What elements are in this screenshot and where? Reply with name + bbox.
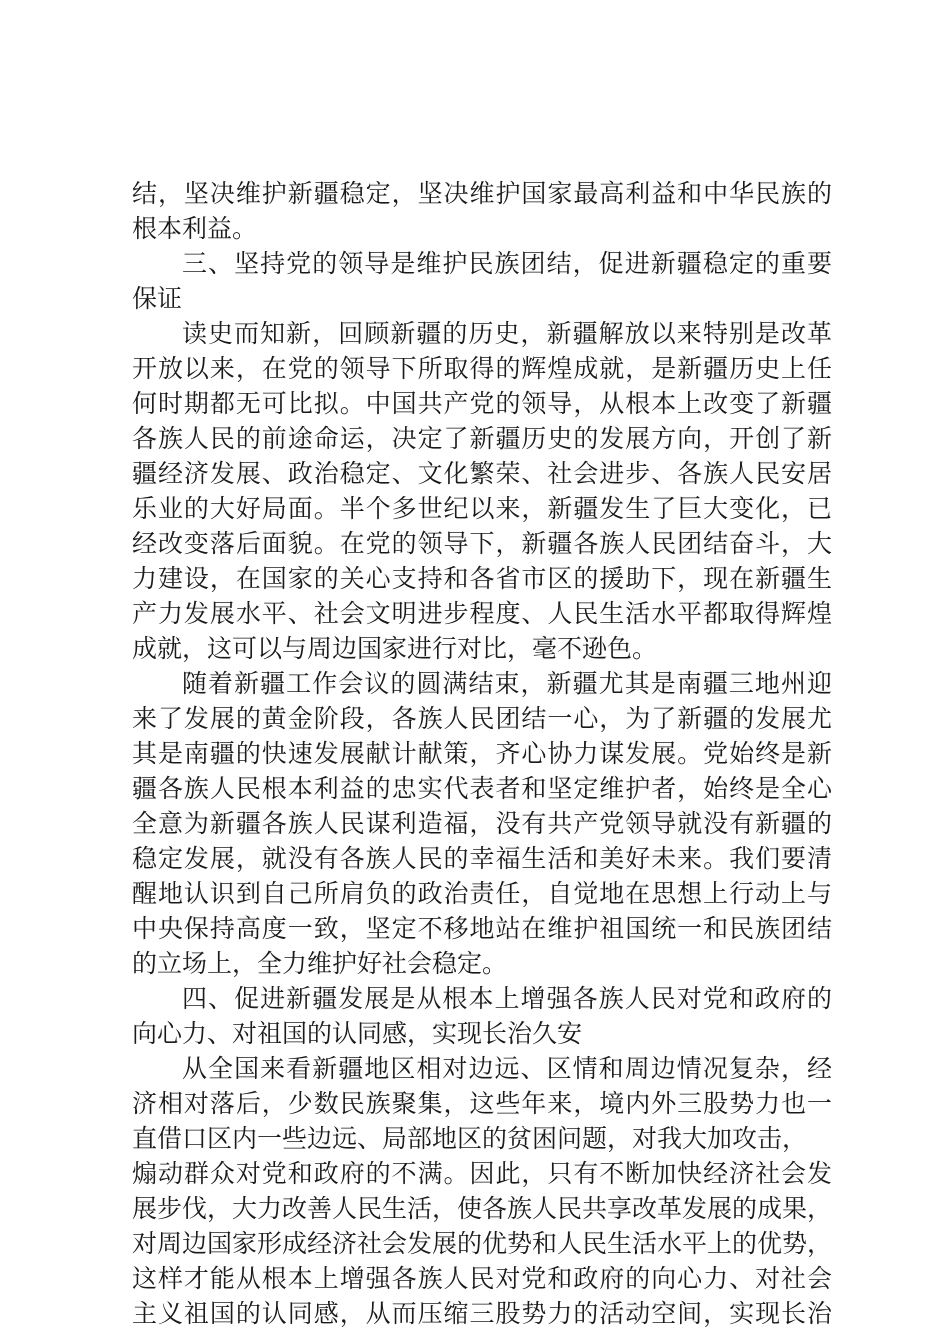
text-line: 主义祖国的认同感，从而压缩三股势力的活动空间，实现长治 (132, 1299, 832, 1328)
text-line: 稳定发展，就没有各族人民的幸福生活和美好未来。我们要清 (132, 844, 832, 873)
text-line: 何时期都无可比拟。中国共产党的领导，从根本上改变了新疆 (132, 389, 832, 418)
text-line: 来了发展的黄金阶段，各族人民团结一心，为了新疆的发展尤 (132, 704, 832, 733)
text-line: 这样才能从根本上增强各族人民对党和政府的向心力、对社会 (132, 1264, 832, 1293)
text-line: 的立场上，全力维护好社会稳定。 (132, 949, 508, 978)
text-line: 疆各族人民根本利益的忠实代表者和坚定维护者，始终是全心 (132, 774, 832, 803)
text-line: 产力发展水平、社会文明进步程度、人民生活水平都取得辉煌 (132, 599, 832, 628)
text-line: 其是南疆的快速发展献计献策，齐心协力谋发展。党始终是新 (132, 739, 832, 768)
text-line: 煽动群众对党和政府的不满。因此，只有不断加快经济社会发 (132, 1159, 832, 1188)
text-line: 中央保持高度一致，坚定不移地站在维护祖国统一和民族团结 (132, 914, 832, 943)
text-line: 疆经济发展、政治稳定、文化繁荣、社会进步、各族人民安居 (132, 459, 832, 488)
text-line: 对周边国家形成经济社会发展的优势和人民生活水平上的优势， (132, 1229, 833, 1258)
text-line: 结，坚决维护新疆稳定，坚决维护国家最高利益和中华民族的 (132, 179, 832, 208)
text-line: 开放以来，在党的领导下所取得的辉煌成就，是新疆历史上任 (132, 354, 832, 383)
text-line: 全意为新疆各族人民谋利造福，没有共产党领导就没有新疆的 (132, 809, 832, 838)
section-heading-line: 向心力、对祖国的认同感，实现长治久安 (132, 1019, 583, 1048)
text-line: 各族人民的前途命运，决定了新疆历史的发展方向，开创了新 (132, 424, 832, 453)
text-line: 随着新疆工作会议的圆满结束，新疆尤其是南疆三地州迎 (182, 669, 832, 698)
section-heading-line: 保证 (132, 284, 183, 313)
text-line: 济相对落后，少数民族聚集，这些年来，境内外三股势力也一 (132, 1089, 832, 1118)
text-line: 醒地认识到自己所肩负的政治责任，自觉地在思想上行动上与 (132, 879, 832, 908)
text-line: 读史而知新，回顾新疆的历史，新疆解放以来特别是改革 (182, 319, 832, 348)
text-line: 力建设，在国家的关心支持和各省市区的援助下，现在新疆生 (132, 564, 832, 593)
text-line: 从全国来看新疆地区相对边远、区情和周边情况复杂，经 (182, 1054, 832, 1083)
text-line: 经改变落后面貌。在党的领导下，新疆各族人民团结奋斗，大 (132, 529, 832, 558)
text-line: 直借口区内一些边远、局部地区的贫困问题，对我大加攻击， (132, 1124, 808, 1153)
section-heading-line: 三、坚持党的领导是维护民族团结，促进新疆稳定的重要 (182, 249, 832, 278)
section-heading-line: 四、促进新疆发展是从根本上增强各族人民对党和政府的 (182, 984, 832, 1013)
text-line: 乐业的大好局面。半个多世纪以来，新疆发生了巨大变化，已 (132, 494, 832, 523)
text-line: 根本利益。 (132, 214, 258, 243)
text-line: 展步伐，大力改善人民生活，使各族人民共享改革发展的成果， (132, 1194, 833, 1223)
text-line: 成就，这可以与周边国家进行对比，毫不逊色。 (132, 634, 658, 663)
